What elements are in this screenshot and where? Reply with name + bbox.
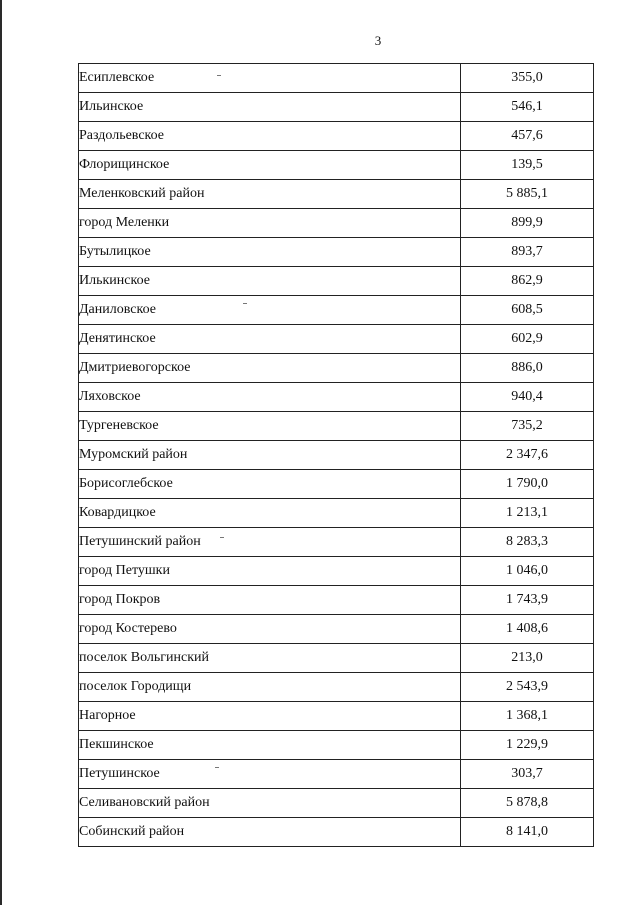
table-row	[79, 499, 594, 528]
table-body	[79, 64, 594, 847]
amount-cell: 608,5	[461, 296, 594, 325]
amount-cell: 8 141,0	[461, 818, 594, 847]
amount-cell: 886,0	[461, 354, 594, 383]
table-row	[79, 383, 594, 412]
municipality-name-cell: Дмитриевогорское	[79, 354, 461, 383]
amount-cell: 1 408,6	[461, 615, 594, 644]
scan-speck	[220, 537, 224, 538]
table-row	[79, 354, 594, 383]
municipality-name-cell: Раздольевское	[79, 122, 461, 151]
table-row	[79, 760, 594, 789]
municipality-name-cell: Флорищинское	[79, 151, 461, 180]
municipality-name-cell: Муромский район	[79, 441, 461, 470]
municipality-name-cell: Илькинское	[79, 267, 461, 296]
amount-cell: 940,4	[461, 383, 594, 412]
page-number: 3	[374, 33, 382, 48]
amount-cell: 2 543,9	[461, 673, 594, 702]
municipality-name-cell: Есиплевское	[79, 64, 461, 93]
table-row	[79, 470, 594, 499]
amount-cell: 546,1	[461, 93, 594, 122]
scan-left-edge	[0, 0, 2, 905]
amount-cell: 899,9	[461, 209, 594, 238]
municipality-name-cell: Петушинский район	[79, 528, 461, 557]
municipality-name-cell: Собинский район	[79, 818, 461, 847]
municipality-name-cell: Бутылицкое	[79, 238, 461, 267]
amount-cell: 355,0	[461, 64, 594, 93]
amount-cell: 893,7	[461, 238, 594, 267]
municipality-name-cell: город Костерево	[79, 615, 461, 644]
amount-cell: 1 046,0	[461, 557, 594, 586]
table-row	[79, 93, 594, 122]
table-row	[79, 586, 594, 615]
amount-cell: 5 878,8	[461, 789, 594, 818]
municipality-name-cell: Ковардицкое	[79, 499, 461, 528]
amount-cell: 8 283,3	[461, 528, 594, 557]
table-row	[79, 557, 594, 586]
table-row	[79, 209, 594, 238]
municipality-name-cell: город Меленки	[79, 209, 461, 238]
table-row	[79, 644, 594, 673]
table-row	[79, 528, 594, 557]
amount-cell: 1 229,9	[461, 731, 594, 760]
amount-cell: 213,0	[461, 644, 594, 673]
municipality-name-cell: Меленковский район	[79, 180, 461, 209]
table-row	[79, 64, 594, 93]
municipality-name-cell: город Петушки	[79, 557, 461, 586]
amount-cell: 735,2	[461, 412, 594, 441]
data-table	[78, 63, 594, 847]
table-row	[79, 412, 594, 441]
table-row	[79, 673, 594, 702]
table-row	[79, 151, 594, 180]
scan-speck	[215, 767, 219, 768]
municipality-name-cell: Ляховское	[79, 383, 461, 412]
amount-cell: 1 213,1	[461, 499, 594, 528]
amount-cell: 1 743,9	[461, 586, 594, 615]
table-row	[79, 238, 594, 267]
table-row	[79, 296, 594, 325]
amount-cell: 457,6	[461, 122, 594, 151]
municipality-name-cell: поселок Городищи	[79, 673, 461, 702]
amount-cell: 2 347,6	[461, 441, 594, 470]
amount-cell: 602,9	[461, 325, 594, 354]
amount-cell: 5 885,1	[461, 180, 594, 209]
amount-cell: 1 790,0	[461, 470, 594, 499]
table-row	[79, 615, 594, 644]
municipality-name-cell: Даниловское	[79, 296, 461, 325]
scan-speck	[243, 303, 247, 304]
municipality-name-cell: Нагорное	[79, 702, 461, 731]
table-row	[79, 731, 594, 760]
municipality-name-cell: город Покров	[79, 586, 461, 615]
amount-cell: 862,9	[461, 267, 594, 296]
table-row	[79, 122, 594, 151]
amount-cell: 1 368,1	[461, 702, 594, 731]
table-row	[79, 180, 594, 209]
scan-speck	[217, 75, 221, 76]
table-row	[79, 818, 594, 847]
table-row	[79, 789, 594, 818]
municipality-name-cell: Борисоглебское	[79, 470, 461, 499]
municipality-name-cell: Тургеневское	[79, 412, 461, 441]
municipality-name-cell: Селивановский район	[79, 789, 461, 818]
municipality-name-cell: Пекшинское	[79, 731, 461, 760]
municipality-name-cell: Денятинское	[79, 325, 461, 354]
table-row	[79, 267, 594, 296]
table-row	[79, 702, 594, 731]
municipality-name-cell: поселок Вольгинский	[79, 644, 461, 673]
amount-cell: 139,5	[461, 151, 594, 180]
table-row	[79, 441, 594, 470]
municipality-name-cell: Петушинское	[79, 760, 461, 789]
municipality-name-cell: Ильинское	[79, 93, 461, 122]
table-row	[79, 325, 594, 354]
amount-cell: 303,7	[461, 760, 594, 789]
